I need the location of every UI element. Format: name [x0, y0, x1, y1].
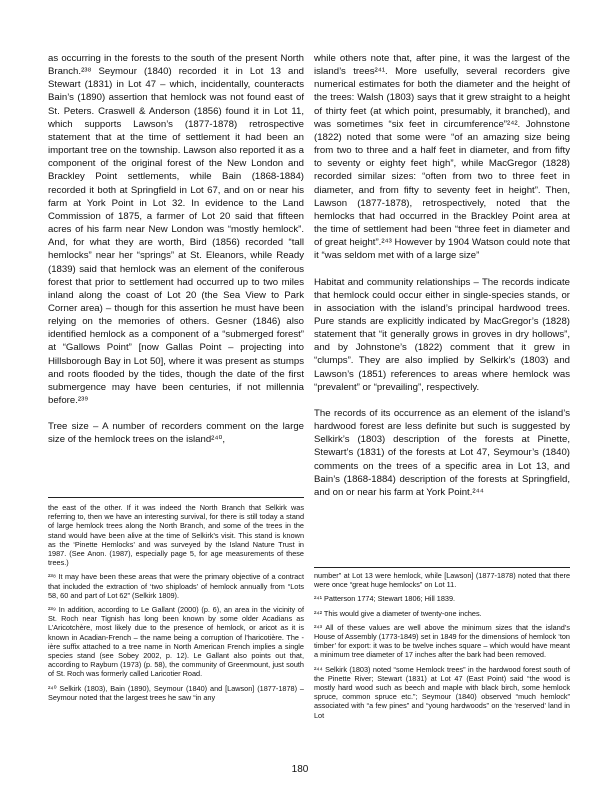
left-column: [48, 52, 304, 447]
footnote-239: ²³⁹ In addition, according to Le Gallant (2000) (p. 6), an area in the vicinity of St. Roch near Tignish has long been known by some older Acadians as L’Aricotchère, most likely due to the presence of hemlock, or aricot as it is known in Acadian-French – the name being a corruption of l’haricotière. The -ière suffix attached to a tree name in North American French implies a single species stand (see Sobey 2002, p. 12). Le Gallant also points out that, according to Rayburn (1973) (p. 58), the community of Greenmount, just south of St. Roch was formerly called Laricotier Road.: [48, 605, 304, 679]
footnote-238: ²³⁸ It may have been these areas that were the primary objective of a contract that included the extraction of ‘two shiploads’ of hemlock annually from “Lots 58, 60 and part of Lot 62” (Selkirk 1809).: [48, 572, 304, 600]
footnote-242: ²⁴² This would give a diameter of twenty-one inches.: [314, 608, 482, 618]
footnotes-left: [48, 503, 304, 707]
footnote-244: ²⁴⁴ Selkirk (1803) noted “some Hemlock trees” in the hardwood forest south of the Pinette River; Stewart (1831) at Lot 47 (East Point) said “the wood is mostly hard wood such as beech and maple with black birch, some hemlock spruce, common spruce etc.”; Seymour (1840) observed “much hemlock” associated with “a few pines” and “young hardwoods” on the ‘reserved’ land in Lot: [314, 664, 570, 720]
footnote-243: ²⁴³ All of these values are well above the minimum sizes that the island’s House of Assembly (1773-1849) set in 1849 for the dimensions of hemlock ‘ton timber’ for export: it was to be twelve inches square – which would have meant a minimum tree diameter of 17 inches after the bark had been removed.: [314, 622, 570, 660]
footnote-rule-left: [48, 497, 304, 498]
footnote-241: ²⁴¹ Patterson 1774; Stewart 1806; Hill 1839.: [314, 594, 456, 604]
left-paragraph-tree-size: Tree size – A number of recorders comment on the large size of the hemlock trees on the island²⁴⁰,: [48, 421, 304, 446]
right-column: [314, 52, 570, 499]
right-paragraph-habitat: Habitat and community relationships – The records indicate that hemlock could occur either in single-species stands, or in association with the island’s principal hardwood trees. Pure stands are explicitly indicated by MacGregor’s (1828) statement that “it generally grows in groves in dry hollows”, and by Johnstone’s (1822) comment that it grew in “clumps”. They are also implied by Selkirk’s (1803) and Lawson’s (1851) references to areas where hemlock was “prevalent” or “prevailing”, respectively.: [314, 276, 570, 393]
footnote-240: ²⁴⁰ Selkirk (1803), Bain (1890), Seymour (1840) and [Lawson] (1877-1878) – Seymour noted that the largest trees he saw “in any: [48, 683, 304, 702]
right-paragraph-1: while others note that, after pine, it was the largest of the island’s trees²⁴¹. More usefully, several recorders give numerical estimates for both the diameter and the height of the trees: Walsh (1803) says that it grew straight to a height of thirty feet (at which point, presumably, it branched), and was sometimes “six feet in circumference”²⁴². Johnstone (1822) noted that some were “of an amazing size being from two to three and a half feet in diameter, and from fifty to seventy or eighty feet high”, while MacGregor (1828) recorded similar sizes: “often from two to three feet in diameter, and from fifty to seventy feet in height”. Then, Lawson (1877-1878), retrospectively, noted that the hemlocks that had occurred in the Brackley Point area at the time of settlement had been “three feet in diameter and of great height”.²⁴³ However by 1904 Watson could note that it “was seldom met with of a large size”: [314, 53, 570, 262]
footnote-240-continued: number” at Lot 13 were hemlock, while [Lawson] (1877-1878) noted that there were once “great huge hemlocks” on Lot 11.: [314, 571, 570, 590]
footnotes-right: [314, 571, 570, 725]
footnote-rule-right: [314, 567, 570, 568]
left-paragraph-1: as occurring in the forests to the south of the present North Branch.²³⁸ Seymour (1840) recorded it in Lot 13 and Stewart (1831) in Lot 47 – which, incidentally, counteracts Bain’s (1890) assertion that hemlock was not found east of St. Peters. Craswell & Anderson (1856) found it in Lot 11, which supports Lawson’s (1877-1878) retrospective statement that at the time of settlement it had been an important tree on the township. Lawson also reported it as a component of the original forest of the New London and Brackley Point settlements, while Bain (1868-1884) recorded it both at Springfield in Lot 67, and on or near his farm at York Point in Lot 32. In evidence to the Land Commission of 1875, a farmer of Lot 20 said that fifteen acres of his farm near New London was “mostly hemlock”. And, for what they are worth, Bird (1856) recorded “tall hemlocks” near her “springs” at St. Eleanors, while Ready (1839) said that hemlock was an element of the coniferous forest that prior to settlement had occurred up to two miles inland along the coast of Lot 20 (the Sea View to Park Corner area) – though for this assertion he must have been relying on the memories of others. Gesner (1846) also identified hemlock as a component of a “submerged forest” at “Gallows Point” [now Gallas Point – projecting into Hillsborough Bay in Lot 50], where it was present as stumps and roots flooded by the tides, though the date of the first submergence may have been centuries, if not millennia before.²³⁹: [48, 53, 304, 407]
page-number: 180: [291, 764, 309, 775]
footnote-continuation: the east of the other. If it was indeed the North Branch that Selkirk was referring to, then we have an interesting survival, for there is still today a stand of large hemlock trees along the North Branch, and some of the trees in the stand would have been alive at the time of Selkirk’s visit. This stand is known as the ‘Pinette Hemlocks’ and was surveyed by the Island Nature Trust in 1987. (See Anon. (1987), especially page 5, for age measurements of these trees.): [48, 503, 304, 568]
right-paragraph-hardwood: The records of its occurrence as an element of the island’s hardwood forest are less definite but such is suggested by Selkirk’s (1803) description of the forests at Pinette, Stewart’s (1831) of the forests at Lot 47, Seymour’s (1840) comments on the trees of a specific area in Lot 13, and Bain’s (1868-1884) description of the forests at Springfield, and on or near his farm at York Point.²⁴⁴: [314, 407, 570, 498]
